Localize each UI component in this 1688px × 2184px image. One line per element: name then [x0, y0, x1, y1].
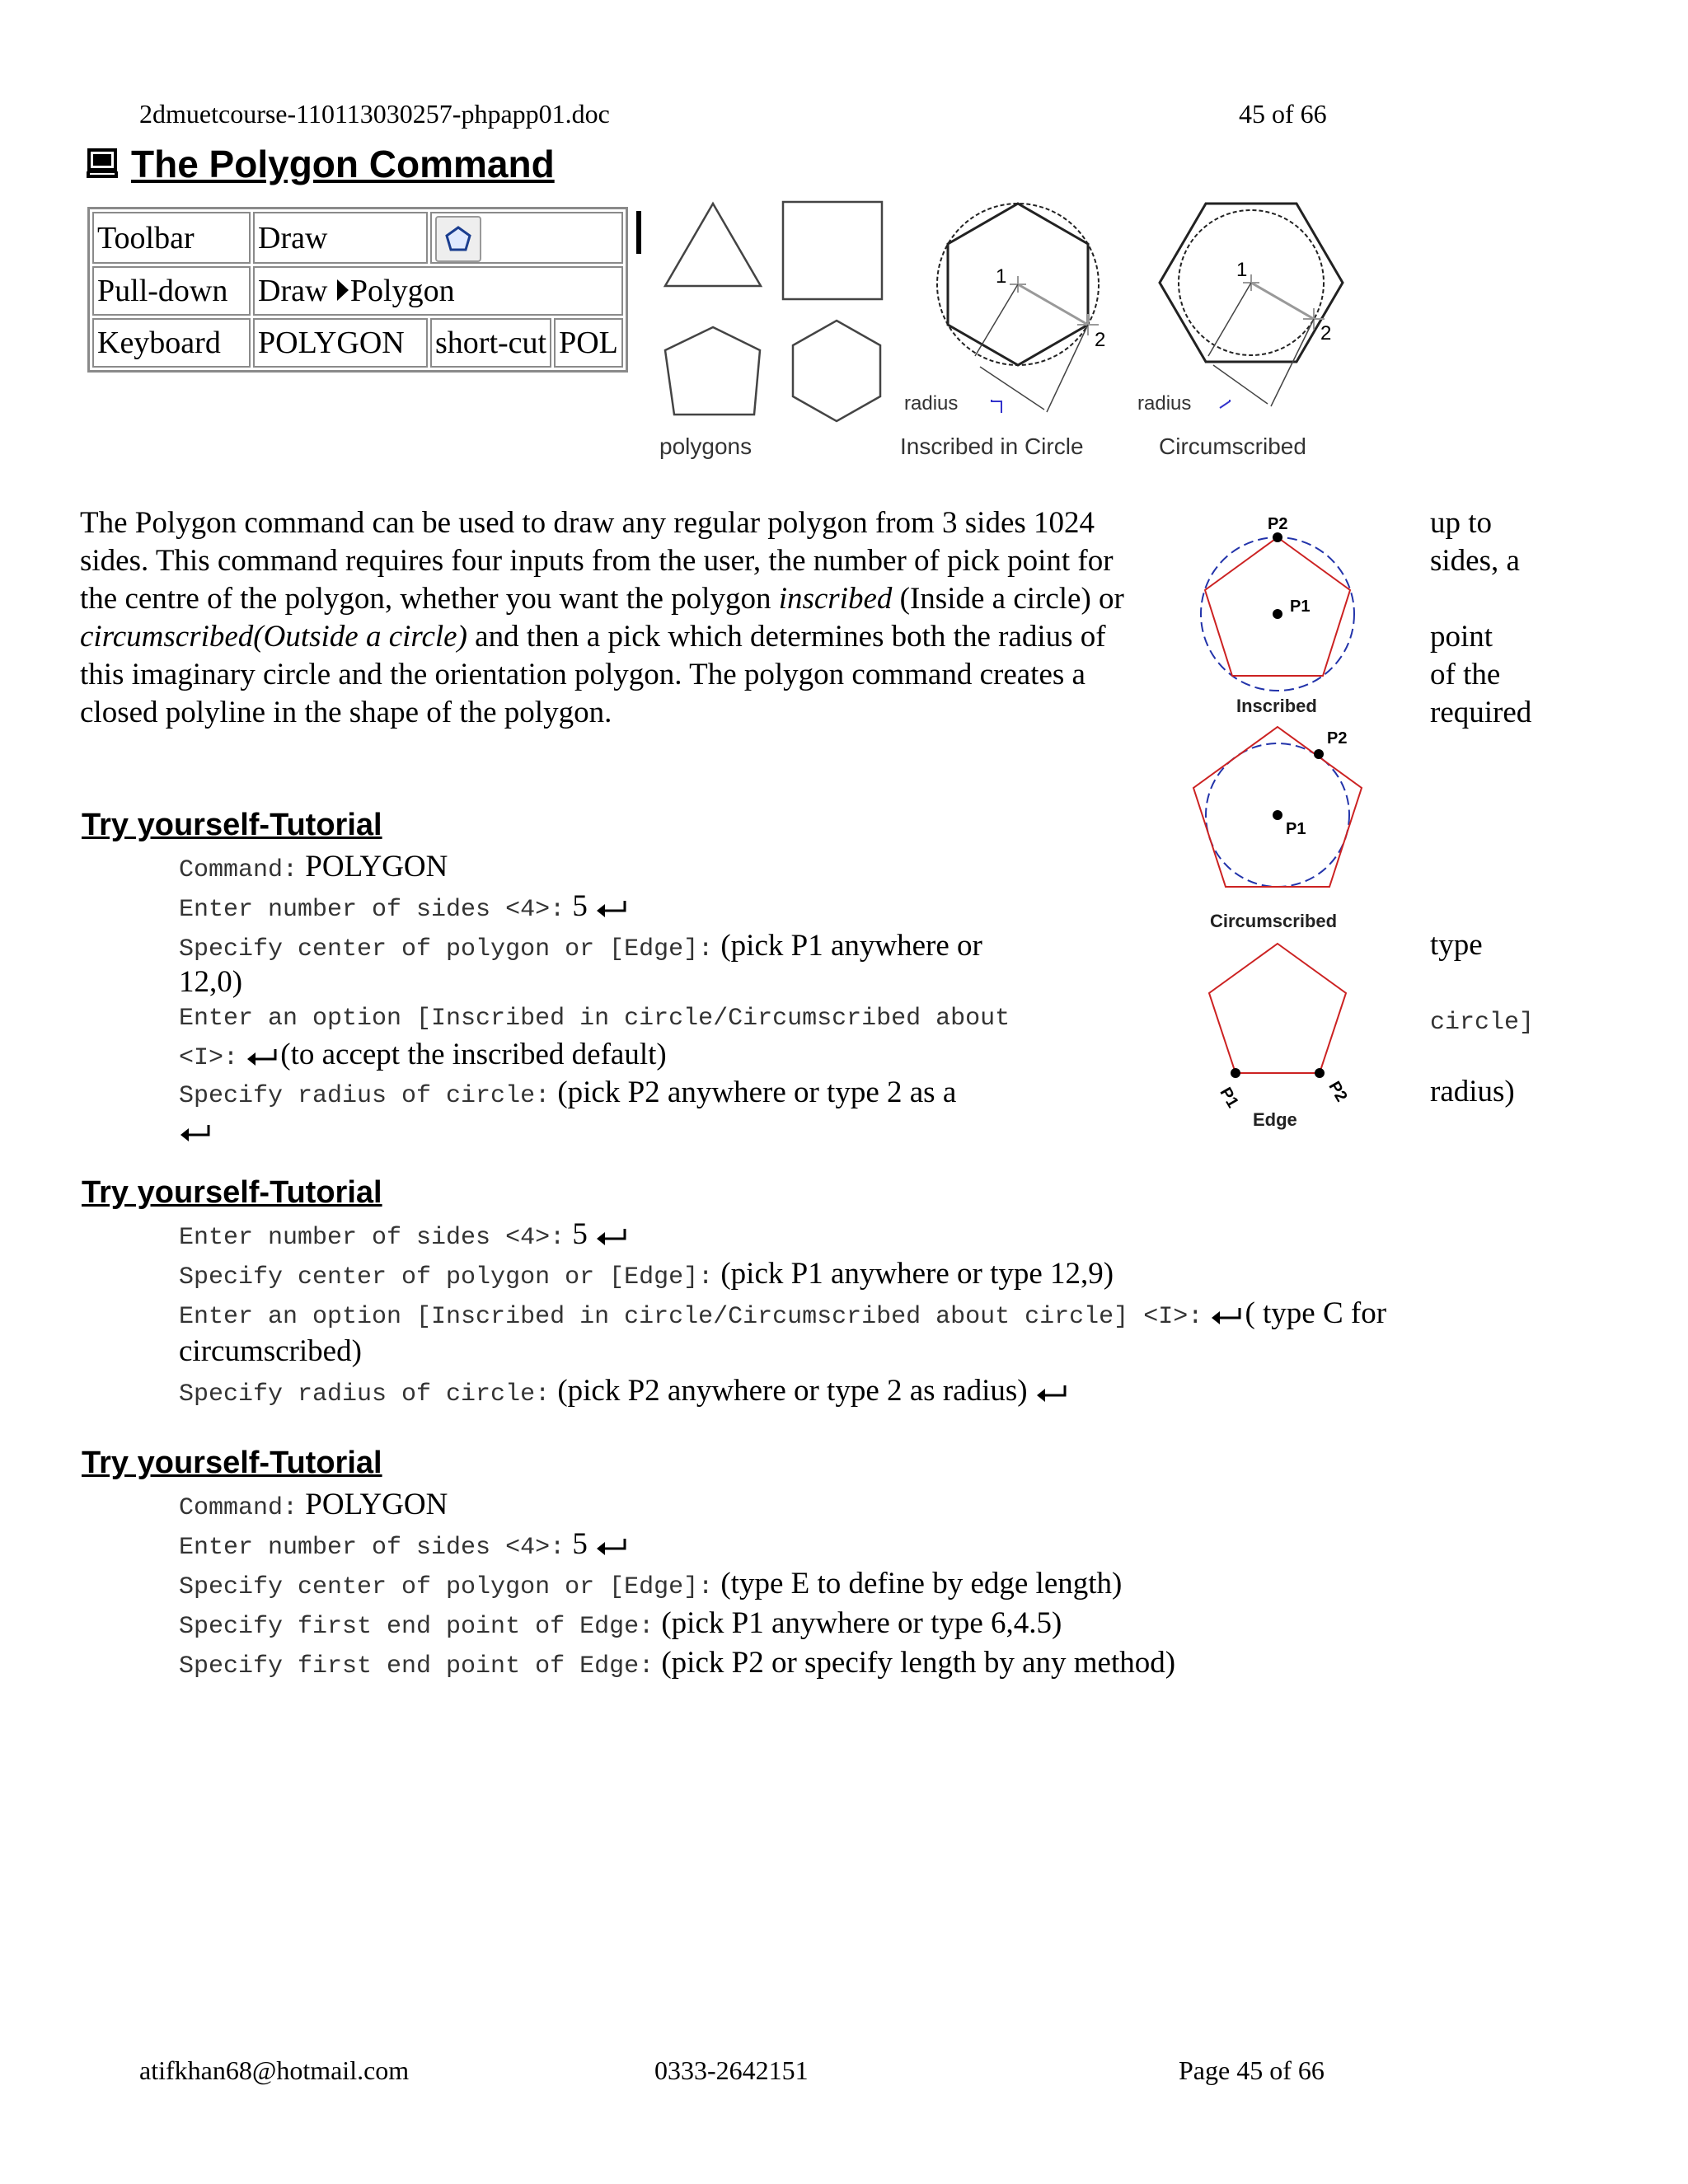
point-2-label: 2 — [1320, 322, 1332, 344]
point-1-label: 1 — [996, 265, 1007, 288]
inscribed-diagram-label: Inscribed — [1236, 696, 1317, 716]
side-text: required — [1430, 696, 1532, 729]
p2-label: P2 — [1268, 515, 1288, 533]
table-cell: Pull-down — [92, 266, 251, 316]
tutorial-3-line — [179, 1487, 448, 1526]
circumscribed-figure — [1137, 194, 1364, 470]
radius-label: radius — [904, 392, 959, 415]
value: (pick P1 anywhere or — [720, 929, 982, 963]
p1-label: P1 — [1290, 598, 1311, 616]
enter-key-icon — [1210, 1305, 1245, 1328]
page-title — [85, 142, 555, 186]
point-2-label: 2 — [1095, 329, 1106, 351]
edge-p1-label: P1 — [1216, 1084, 1242, 1112]
tutorial-2-line — [179, 1216, 630, 1256]
value: (pick P2 anywhere or type 2 as a — [557, 1076, 957, 1109]
value: (pick P2 or specify length by any method) — [661, 1646, 1176, 1680]
prompt: Specify radius of circle: — [179, 1380, 551, 1408]
table-cell — [253, 266, 623, 316]
table-cursor-mark — [636, 211, 641, 254]
prompt: Enter number of sides <4>: — [179, 1224, 565, 1252]
value: POLYGON — [305, 850, 448, 883]
side-text: sides, a — [1430, 544, 1520, 578]
table-cell: POL — [554, 318, 623, 368]
side-text: up to — [1430, 506, 1493, 540]
enter-key-icon — [1035, 1382, 1070, 1405]
pulldown-polygon: Polygon — [349, 274, 455, 309]
prompt: Specify center of polygon or [Edge]: — [179, 1573, 714, 1601]
tutorial-3-line — [179, 1526, 630, 1566]
footer-email: atifkhan68@hotmail.com — [139, 2055, 410, 2085]
p1-label: P1 — [1286, 820, 1306, 838]
tutorial-1-line — [179, 1075, 956, 1114]
pulldown-draw: Draw — [258, 274, 328, 309]
header-page-count: 45 of 66 — [1239, 99, 1327, 129]
tutorial-1-line: Enter an option [Inscribed in circle/Circumscribed about — [179, 1005, 1010, 1033]
pick-points-diagram — [1187, 511, 1401, 1137]
prompt: Specify center of polygon or [Edge]: — [179, 935, 714, 963]
polygons-label: polygons — [659, 434, 753, 459]
pentagon-shape — [665, 327, 760, 415]
polygon-toolbar-icon[interactable] — [435, 216, 481, 262]
tutorial-2-line — [179, 1256, 1114, 1296]
edge-diagram-label: Edge — [1253, 1109, 1297, 1130]
tutorial-1-heading: Try yourself-Tutorial — [82, 808, 382, 842]
table-cell: POLYGON — [253, 318, 428, 368]
tutorial-1-line — [179, 1113, 213, 1149]
side-text: radius) — [1430, 1075, 1515, 1108]
enter-key-icon — [595, 1226, 630, 1249]
triangle-right-icon — [335, 278, 350, 302]
enter-key-icon — [595, 898, 630, 921]
para-circumscribed: circumscribed(Outside a circle) — [80, 620, 467, 654]
tutorial-2-heading: Try yourself-Tutorial — [82, 1175, 382, 1210]
value: 5 — [572, 1217, 588, 1251]
side-text: type — [1430, 928, 1483, 962]
radius-line — [1018, 284, 1088, 325]
tutorial-2-line: circumscribed) — [179, 1334, 362, 1368]
tutorial-2-line — [179, 1296, 1386, 1335]
value: POLYGON — [305, 1488, 448, 1521]
prompt: Specify center of polygon or [Edge]: — [179, 1263, 714, 1291]
value: (type E to define by edge length) — [720, 1567, 1123, 1601]
para-text: The Polygon command can be used to draw any regular polygon from 3 sides 1024 sides. This command requires four inputs from the user, the number of pick point for the centre of the polygon, whether you want the polygon — [80, 506, 1114, 616]
tutorial-1-line — [179, 888, 630, 928]
prompt: Specify first end point of Edge: — [179, 1652, 654, 1680]
value: (pick P2 anywhere or type 2 as radius) — [557, 1374, 1028, 1408]
point-1-label: 1 — [1236, 259, 1248, 281]
table-cell: Keyboard — [92, 318, 251, 368]
page-title-text: The Polygon Command — [131, 143, 555, 185]
table-cell: Toolbar — [92, 212, 251, 264]
value: 5 — [572, 889, 588, 923]
value: 5 — [572, 1527, 588, 1561]
polygons-figure — [651, 194, 890, 470]
tutorial-1-line — [179, 1037, 667, 1076]
enter-key-icon — [179, 1122, 213, 1145]
prompt: Specify first end point of Edge: — [179, 1613, 654, 1641]
table-row — [92, 266, 623, 316]
prompt: Enter number of sides <4>: — [179, 1534, 565, 1562]
table-cell: Draw — [253, 212, 428, 264]
circumscribed-label: Circumscribed — [1159, 434, 1306, 459]
value: (pick P1 anywhere or type 6,4.5) — [661, 1606, 1062, 1640]
tutorial-3-heading: Try yourself-Tutorial — [82, 1446, 382, 1480]
value: (to accept the inscribed default) — [280, 1038, 667, 1071]
radius-label: radius — [1137, 392, 1192, 415]
prompt: Command: — [179, 856, 298, 884]
command-table — [87, 207, 628, 373]
header-filename: 2dmuetcourse-110113030257-phpapp01.doc — [139, 99, 610, 129]
table-row — [92, 212, 623, 264]
footer-page-number: Page 45 of 66 — [1179, 2055, 1325, 2085]
tutorial-3-line — [179, 1645, 1175, 1685]
inscribed-label: Inscribed in Circle — [900, 434, 1084, 459]
inscribed-figure — [894, 194, 1129, 470]
para-inscribed: inscribed — [778, 582, 893, 616]
square-shape — [783, 202, 882, 299]
tutorial-1-line — [179, 928, 982, 968]
p2-label: P2 — [1327, 729, 1348, 748]
side-text: circle] — [1430, 1009, 1535, 1037]
triangle-shape — [665, 204, 761, 286]
value: ( type C for — [1245, 1296, 1387, 1330]
side-text: of the — [1430, 658, 1501, 691]
side-text: point — [1430, 620, 1493, 654]
tutorial-1-line — [179, 849, 448, 888]
para-text: (Inside a circle) or — [892, 582, 1124, 616]
table-cell — [430, 212, 623, 264]
computer-icon — [85, 147, 120, 181]
hexagon-shape — [793, 321, 880, 421]
prompt: Command: — [179, 1494, 298, 1522]
prompt: <I>: — [179, 1044, 239, 1072]
footer-phone: 0333-2642151 — [654, 2055, 809, 2085]
value: (pick P1 anywhere or type 12,9) — [720, 1257, 1114, 1291]
table-cell: short-cut — [430, 318, 551, 368]
circumscribed-diagram-label: Circumscribed — [1210, 911, 1338, 931]
prompt: Enter an option [Inscribed in circle/Circumscribed about circle] <I>: — [179, 1303, 1203, 1331]
tutorial-1-line: 12,0) — [179, 965, 243, 999]
enter-key-icon — [246, 1046, 280, 1069]
enter-key-icon — [595, 1535, 630, 1558]
table-row — [92, 318, 623, 368]
edge-p2-label: P2 — [1325, 1078, 1351, 1105]
tutorial-3-line — [179, 1566, 1122, 1605]
tutorial-3-line — [179, 1605, 1062, 1645]
prompt: Enter number of sides <4>: — [179, 896, 565, 924]
tutorial-2-line — [179, 1373, 1070, 1413]
prompt: Specify radius of circle: — [179, 1082, 551, 1110]
para-text: and then a pick which determines both the radius of this imaginary circle and the orientation polygon. The polygon command creates a closed polyline in the shape of the polygon. — [80, 620, 1106, 729]
intro-paragraph — [80, 504, 1127, 732]
